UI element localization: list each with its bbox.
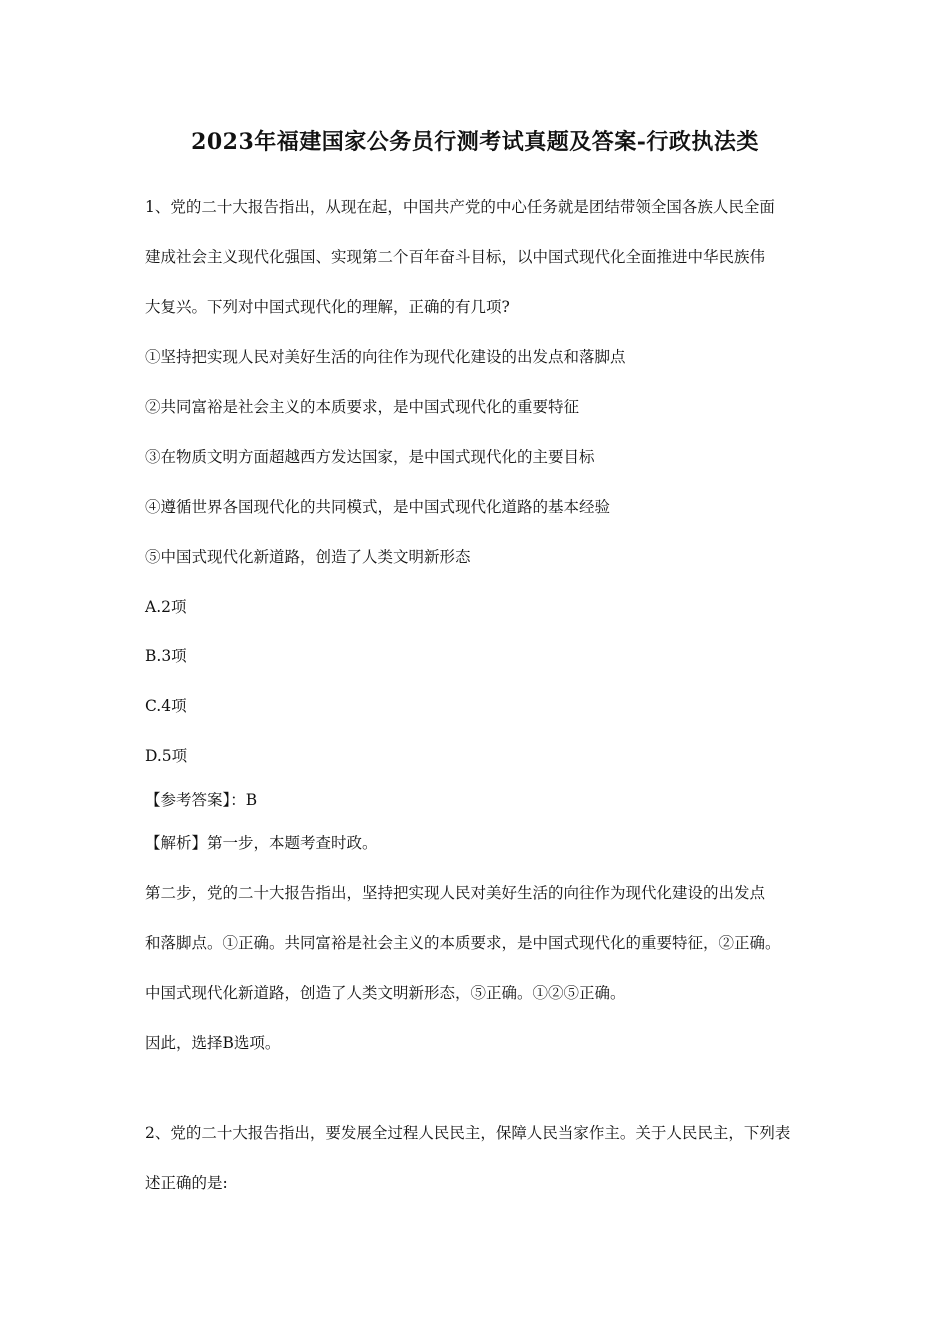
q1-option-c: C.4项 <box>145 697 187 715</box>
q1-analysis-line-1: 【解析】第一步，本题考查时政。 <box>145 834 378 852</box>
q1-stem-line-2: 建成社会主义现代化强国、实现第二个百年奋斗目标，以中国式现代化全面推进中华民族伟 <box>145 248 766 266</box>
q1-analysis-line-5: 因此，选择B选项。 <box>145 1034 281 1052</box>
q1-analysis-line-4: 中国式现代化新道路，创造了人类文明新形态，⑤正确。①②⑤正确。 <box>145 984 626 1002</box>
q1-option-b: B.3项 <box>145 647 187 665</box>
document-title: 2023年福建国家公务员行测考试真题及答案-行政执法类 <box>191 129 759 155</box>
q1-statement-4: ④遵循世界各国现代化的共同模式，是中国式现代化道路的基本经验 <box>145 498 611 516</box>
q1-statement-1: ①坚持把实现人民对美好生活的向往作为现代化建设的出发点和落脚点 <box>145 348 626 366</box>
q1-statement-2: ②共同富裕是社会主义的本质要求，是中国式现代化的重要特征 <box>145 398 580 416</box>
q1-option-d: D.5项 <box>145 747 188 765</box>
q2-stem-line-2: 述正确的是: <box>145 1174 228 1192</box>
q1-statement-3: ③在物质文明方面超越西方发达国家，是中国式现代化的主要目标 <box>145 448 595 466</box>
q1-analysis-line-3: 和落脚点。①正确。共同富裕是社会主义的本质要求，是中国式现代化的重要特征，②正确。 <box>145 934 781 952</box>
q1-stem-line-3: 大复兴。下列对中国式现代化的理解，正确的有几项? <box>145 298 510 316</box>
q1-statement-5: ⑤中国式现代化新道路，创造了人类文明新形态 <box>145 548 471 566</box>
q1-option-a: A.2项 <box>145 598 187 616</box>
q1-answer: 【参考答案】：B <box>145 791 258 809</box>
q1-stem-line-1: 1、党的二十大报告指出，从现在起，中国共产党的中心任务就是团结带领全国各族人民全面 <box>145 198 775 216</box>
q1-analysis-line-2: 第二步，党的二十大报告指出，坚持把实现人民对美好生活的向往作为现代化建设的出发点 <box>145 884 766 902</box>
q2-stem-line-1: 2、党的二十大报告指出，要发展全过程人民民主，保障人民当家作主。关于人民民主，下列表 <box>145 1124 791 1142</box>
